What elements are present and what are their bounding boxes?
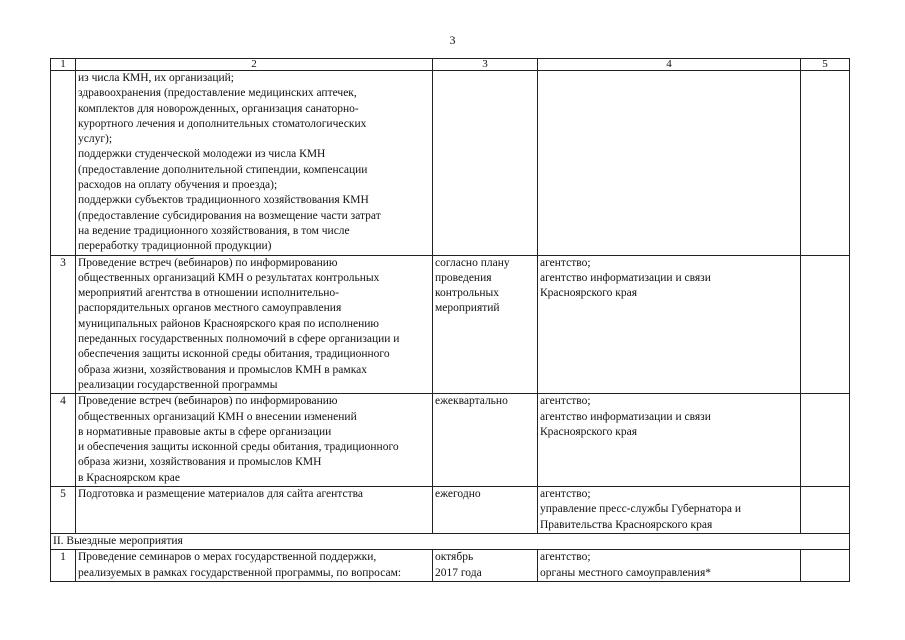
activity-line: комплектов для новорожденных, организация санаторно- xyxy=(78,102,359,115)
term-line: мероприятий xyxy=(435,302,500,315)
row-number: 1 xyxy=(51,550,76,582)
executor-line: агентство; xyxy=(540,395,591,408)
note-cell xyxy=(801,255,850,394)
executor-cell xyxy=(538,487,801,534)
note-cell xyxy=(801,550,850,582)
activity-line: в нормативные правовые акты в сфере организации xyxy=(78,425,332,438)
executor-line: Красноярского края xyxy=(540,287,637,300)
activity-line: мероприятий агентства в отношении исполнительно- xyxy=(78,287,339,300)
activity-line: расходов на оплату обучения и проезда); xyxy=(78,179,278,192)
executor-line: агентство; xyxy=(540,256,591,269)
term-line: контрольных xyxy=(435,287,500,300)
table-row xyxy=(51,394,850,487)
activity-line: общественных организаций КМН о результатах контрольных xyxy=(78,271,380,284)
executor-line: агентство информатизации и связи xyxy=(540,410,711,423)
header-cell: 5 xyxy=(801,59,850,71)
term-line: ежегодно xyxy=(435,488,481,501)
activity-line: переработку традиционной продукции) xyxy=(78,240,272,253)
executor-line: агентство; xyxy=(540,551,591,564)
activity-line: из числа КМН, их организаций; xyxy=(78,72,234,84)
activity-line: образа жизни, хозяйствования и промыслов КМН xyxy=(78,456,322,469)
executor-line: органы местного самоуправления* xyxy=(540,566,712,579)
table-row xyxy=(51,487,850,534)
term-line: согласно плану xyxy=(435,256,510,269)
executor-cell xyxy=(538,550,801,582)
executor-cell xyxy=(538,255,801,394)
term-cell xyxy=(433,394,538,487)
activity-line: Проведение семинаров о мерах государственной поддержки, xyxy=(78,551,377,564)
term-cell xyxy=(433,550,538,582)
row-number: 4 xyxy=(51,394,76,487)
activity-line: на ведение традиционного хозяйствования, в том числе xyxy=(78,224,350,237)
row-number xyxy=(51,71,76,256)
activity-cell xyxy=(76,255,433,394)
note-cell xyxy=(801,71,850,256)
page-number: 3 xyxy=(449,33,456,47)
activity-line: переданных государственных полномочий в сфере организации и xyxy=(78,333,400,346)
activity-cell xyxy=(76,487,433,534)
activity-line: (предоставление субсидирования на возмещение части затрат xyxy=(78,209,381,222)
note-cell xyxy=(801,487,850,534)
term-cell xyxy=(433,255,538,394)
activity-line: курортного лечения и дополнительных стоматологических xyxy=(78,117,367,130)
activity-line: общественных организаций КМН о внесении изменений xyxy=(78,410,357,423)
section-title: II. Выездные мероприятия xyxy=(51,533,850,549)
table-row xyxy=(51,71,850,256)
activity-line: реализуемых в рамках государственной программы, по вопросам: xyxy=(78,566,402,579)
activity-line: и обеспечения защиты исконной среды обитания, традиционного xyxy=(78,441,399,454)
term-cell xyxy=(433,71,538,256)
activity-cell xyxy=(76,394,433,487)
table-header-row xyxy=(51,59,850,71)
term-line: проведения xyxy=(435,271,492,284)
activity-line: поддержки студенческой молодежи из числа КМН xyxy=(78,148,326,161)
activity-line: муниципальных районов Красноярского края по исполнению xyxy=(78,317,380,330)
activity-line: в Красноярском крае xyxy=(78,471,180,484)
term-line: октябрь xyxy=(435,551,474,564)
executor-line: Красноярского края xyxy=(540,425,637,438)
activity-line: (предоставление дополнительной стипендии, компенсации xyxy=(78,163,368,176)
term-line: 2017 года xyxy=(435,566,482,579)
executor-line: управление пресс-службы Губернатора и xyxy=(540,503,742,516)
activity-cell xyxy=(76,71,433,256)
note-cell xyxy=(801,394,850,487)
term-cell xyxy=(433,487,538,534)
executor-line: агентство; xyxy=(540,488,591,501)
header-cell: 3 xyxy=(433,59,538,71)
activity-line: поддержки субъектов традиционного хозяйствования КМН xyxy=(78,194,369,207)
executor-cell xyxy=(538,71,801,256)
executor-line: Правительства Красноярского края xyxy=(540,518,713,531)
activity-line: обеспечения защиты исконной среды обитания, традиционного xyxy=(78,348,390,361)
activity-line: распорядительных органов местного самоуправления xyxy=(78,302,342,315)
executor-line: агентство информатизации и связи xyxy=(540,271,711,284)
header-cell: 2 xyxy=(76,59,433,71)
activity-cell xyxy=(76,550,433,582)
row-number: 5 xyxy=(51,487,76,534)
table-row xyxy=(51,550,850,582)
activity-line: реализации государственной программы xyxy=(78,378,278,391)
activity-line: услуг); xyxy=(78,133,113,146)
row-number: 3 xyxy=(51,255,76,394)
activity-line: Проведение встреч (вебинаров) по информированию xyxy=(78,256,338,269)
header-cell: 1 xyxy=(51,59,76,71)
executor-cell xyxy=(538,394,801,487)
activity-line: Подготовка и размещение материалов для сайта агентства xyxy=(78,488,363,501)
activities-table xyxy=(50,58,850,582)
header-cell: 4 xyxy=(538,59,801,71)
table-row xyxy=(51,255,850,394)
activity-line: образа жизни, хозяйствования и промыслов КМН в рамках xyxy=(78,363,367,376)
section-row xyxy=(51,533,850,549)
activity-line: Проведение встреч (вебинаров) по информированию xyxy=(78,395,338,408)
activity-line: здравоохранения (предоставление медицинских аптечек, xyxy=(78,87,357,100)
term-line: ежеквартально xyxy=(435,395,508,408)
